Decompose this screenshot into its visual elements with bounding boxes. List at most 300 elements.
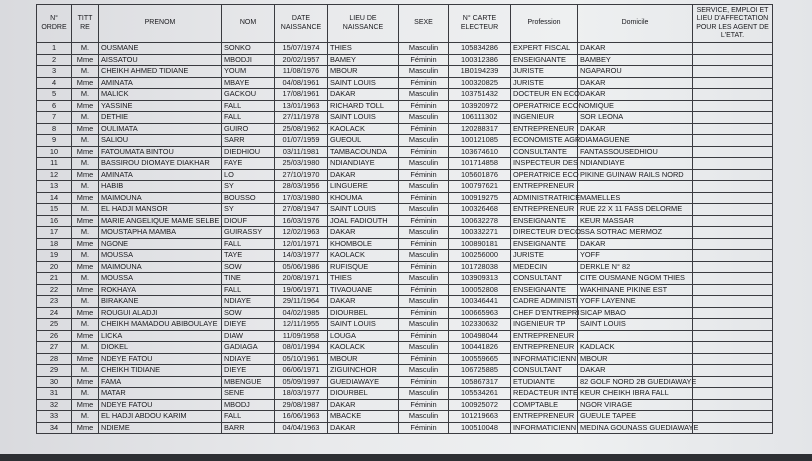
carte-electeur-cell: 103909313	[449, 273, 511, 285]
domicile-cell: NGAPAROU	[578, 66, 693, 78]
carte-electeur-cell: 100256000	[449, 250, 511, 262]
profession-cell: JURISTE	[511, 250, 578, 262]
table-row	[37, 330, 773, 342]
carte-electeur-cell: 101728038	[449, 261, 511, 273]
sexe-cell: Masculin	[399, 89, 449, 101]
carte-electeur-cell: 100441826	[449, 342, 511, 354]
date-naissance-cell: 08/01/1994	[275, 342, 328, 354]
date-naissance-cell: 29/08/1987	[275, 399, 328, 411]
carte-electeur-cell: 103674610	[449, 146, 511, 158]
service-cell	[693, 215, 773, 227]
candidate-list-table	[36, 4, 773, 434]
service-cell	[693, 112, 773, 124]
domicile-cell: BAMBEY	[578, 54, 693, 66]
table-row	[37, 261, 773, 273]
date-naissance-cell: 29/11/1964	[275, 296, 328, 308]
ordre-cell: 21	[37, 273, 72, 285]
profession-cell: MEDECIN	[511, 261, 578, 273]
ordre-cell: 16	[37, 215, 72, 227]
date-naissance-cell: 01/07/1959	[275, 135, 328, 147]
ordre-cell: 13	[37, 181, 72, 193]
lieu-naissance-cell: KAOLACK	[328, 250, 399, 262]
carte-electeur-cell: 100632278	[449, 215, 511, 227]
date-naissance-cell: 05/09/1997	[275, 376, 328, 388]
nom-cell: MBODJ	[222, 399, 275, 411]
domicile-cell: DERKLE N° 82	[578, 261, 693, 273]
sexe-cell: Féminin	[399, 238, 449, 250]
date-naissance-cell: 27/08/1947	[275, 204, 328, 216]
domicile-cell: RUE 22 X 11 FASS DELORME	[578, 204, 693, 216]
lieu-naissance-cell: SAINT LOUIS	[328, 77, 399, 89]
sexe-cell: Masculin	[399, 319, 449, 331]
domicile-cell	[578, 330, 693, 342]
ordre-cell: 11	[37, 158, 72, 170]
prenom-cell: NDEYE FATOU	[99, 353, 222, 365]
nom-cell: DIEYE	[222, 319, 275, 331]
carte-electeur-cell: 1B0194239	[449, 66, 511, 78]
titre-cell: Mme	[72, 330, 99, 342]
lieu-naissance-cell: BAMEY	[328, 54, 399, 66]
background-strip	[0, 454, 812, 461]
table-row	[37, 66, 773, 78]
lieu-naissance-cell: JOAL FADIOUTH	[328, 215, 399, 227]
profession-cell: OPERATRICE ECONOMIQUE	[511, 100, 578, 112]
titre-cell: M.	[72, 89, 99, 101]
ordre-cell: 6	[37, 100, 72, 112]
ordre-cell: 8	[37, 123, 72, 135]
prenom-cell: MARIE ANGELIQUE MAME SELBE	[99, 215, 222, 227]
titre-cell: M.	[72, 158, 99, 170]
profession-cell: INFORMATICIENN	[511, 353, 578, 365]
sexe-cell: Féminin	[399, 192, 449, 204]
domicile-cell: KEUR MASSAR	[578, 215, 693, 227]
carte-electeur-cell: 100925072	[449, 399, 511, 411]
sexe-cell: Féminin	[399, 399, 449, 411]
service-cell	[693, 192, 773, 204]
lieu-naissance-cell: RUFISQUE	[328, 261, 399, 273]
lieu-naissance-cell: DIOURBEL	[328, 307, 399, 319]
service-cell	[693, 146, 773, 158]
service-cell	[693, 100, 773, 112]
ordre-cell: 28	[37, 353, 72, 365]
table-row	[37, 284, 773, 296]
table-row	[37, 365, 773, 377]
sexe-cell: Féminin	[399, 215, 449, 227]
sexe-cell: Masculin	[399, 342, 449, 354]
table-row	[37, 123, 773, 135]
date-naissance-cell: 16/03/1976	[275, 215, 328, 227]
ordre-cell: 9	[37, 135, 72, 147]
service-cell	[693, 353, 773, 365]
carte-electeur-cell: 100326468	[449, 204, 511, 216]
lieu-naissance-cell: LOUGA	[328, 330, 399, 342]
service-cell	[693, 388, 773, 400]
ordre-cell: 20	[37, 261, 72, 273]
ordre-cell: 22	[37, 284, 72, 296]
carte-electeur-cell: 106725885	[449, 365, 511, 377]
date-naissance-cell: 27/10/1970	[275, 169, 328, 181]
header-date-naissance: DATE NAISSANCE	[275, 5, 328, 43]
lieu-naissance-cell: NDIANDIAYE	[328, 158, 399, 170]
date-naissance-cell: 17/03/1980	[275, 192, 328, 204]
prenom-cell: NDIEME	[99, 422, 222, 434]
nom-cell: SOW	[222, 307, 275, 319]
carte-electeur-cell: 105867317	[449, 376, 511, 388]
prenom-cell: OULIMATA	[99, 123, 222, 135]
prenom-cell: LICKA	[99, 330, 222, 342]
domicile-cell: SICAP MBAO	[578, 307, 693, 319]
prenom-cell: NDEYE FATOU	[99, 399, 222, 411]
date-naissance-cell: 05/10/1961	[275, 353, 328, 365]
titre-cell: M.	[72, 319, 99, 331]
profession-cell: JURISTE	[511, 77, 578, 89]
ordre-cell: 33	[37, 411, 72, 423]
profession-cell: INGENIEUR TP	[511, 319, 578, 331]
lieu-naissance-cell: GUEDIAWAYE	[328, 376, 399, 388]
prenom-cell: DIOKEL	[99, 342, 222, 354]
lieu-naissance-cell: KHOMBOLE	[328, 238, 399, 250]
ordre-cell: 12	[37, 169, 72, 181]
service-cell	[693, 284, 773, 296]
domicile-cell: WAKHINANE PIKINE EST	[578, 284, 693, 296]
domicile-cell: GUEULE TAPEE	[578, 411, 693, 423]
domicile-cell: KEUR CHEIKH IBRA FALL	[578, 388, 693, 400]
ordre-cell: 14	[37, 192, 72, 204]
domicile-cell: KADLACK	[578, 342, 693, 354]
domicile-cell: YOFF LAYENNE	[578, 296, 693, 308]
carte-electeur-cell: 100498044	[449, 330, 511, 342]
sexe-cell: Masculin	[399, 227, 449, 239]
table-row	[37, 204, 773, 216]
header-service: SERVICE, EMPLOI ET LIEU D'AFFECTATION POUR LES AGENT DE L'ETAT.	[693, 5, 773, 43]
ordre-cell: 7	[37, 112, 72, 124]
table-row	[37, 399, 773, 411]
table-row	[37, 146, 773, 158]
lieu-naissance-cell: SAINT LOUIS	[328, 204, 399, 216]
carte-electeur-cell: 100559665	[449, 353, 511, 365]
header-nom: NOM	[222, 5, 275, 43]
titre-cell: M.	[72, 43, 99, 55]
profession-cell: ENSEIGNANTE	[511, 54, 578, 66]
profession-cell: EXPERT FISCAL	[511, 43, 578, 55]
sexe-cell: Masculin	[399, 296, 449, 308]
profession-cell: ENTREPRENEUR	[511, 411, 578, 423]
domicile-cell: DIAMAGUENE	[578, 135, 693, 147]
service-cell	[693, 135, 773, 147]
sexe-cell: Féminin	[399, 100, 449, 112]
lieu-naissance-cell: DIOURBEL	[328, 388, 399, 400]
carte-electeur-cell: 100665963	[449, 307, 511, 319]
prenom-cell: MAIMOUNA	[99, 192, 222, 204]
date-naissance-cell: 12/01/1971	[275, 238, 328, 250]
sexe-cell: Féminin	[399, 330, 449, 342]
service-cell	[693, 169, 773, 181]
table-row	[37, 238, 773, 250]
nom-cell: DIEYE	[222, 365, 275, 377]
titre-cell: M.	[72, 112, 99, 124]
lieu-naissance-cell: KAOLACK	[328, 342, 399, 354]
domicile-cell: YOFF	[578, 250, 693, 262]
nom-cell: GADIAGA	[222, 342, 275, 354]
prenom-cell: FAMA	[99, 376, 222, 388]
profession-cell: ETUDIANTE	[511, 376, 578, 388]
titre-cell: M.	[72, 181, 99, 193]
titre-cell: Mme	[72, 307, 99, 319]
header-sexe: SEXE	[399, 5, 449, 43]
table-row	[37, 342, 773, 354]
lieu-naissance-cell: MBOUR	[328, 353, 399, 365]
titre-cell: Mme	[72, 123, 99, 135]
prenom-cell: OUSMANE	[99, 43, 222, 55]
service-cell	[693, 158, 773, 170]
date-naissance-cell: 20/08/1971	[275, 273, 328, 285]
service-cell	[693, 296, 773, 308]
service-cell	[693, 77, 773, 89]
carte-electeur-cell: 100890181	[449, 238, 511, 250]
sexe-cell: Masculin	[399, 112, 449, 124]
nom-cell: SY	[222, 204, 275, 216]
sexe-cell: Masculin	[399, 43, 449, 55]
profession-cell: ADMINISTRATRICE	[511, 192, 578, 204]
lieu-naissance-cell: SAINT LOUIS	[328, 112, 399, 124]
sexe-cell: Masculin	[399, 388, 449, 400]
lieu-naissance-cell: KAOLACK	[328, 123, 399, 135]
titre-cell: M.	[72, 204, 99, 216]
service-cell	[693, 66, 773, 78]
prenom-cell: CHEIKH MAMADOU ABIBOULAYE	[99, 319, 222, 331]
nom-cell: DIOUF	[222, 215, 275, 227]
date-naissance-cell: 06/06/1971	[275, 365, 328, 377]
titre-cell: Mme	[72, 284, 99, 296]
titre-cell: Mme	[72, 353, 99, 365]
profession-cell: JURISTE	[511, 66, 578, 78]
ordre-cell: 10	[37, 146, 72, 158]
carte-electeur-cell: 105534261	[449, 388, 511, 400]
profession-cell: CONSULTANT	[511, 365, 578, 377]
profession-cell: REDACTEUR INTE	[511, 388, 578, 400]
sexe-cell: Féminin	[399, 146, 449, 158]
prenom-cell: ROUGUI ALADJI	[99, 307, 222, 319]
titre-cell: Mme	[72, 422, 99, 434]
table-row	[37, 227, 773, 239]
header-titre: TITT RE	[72, 5, 99, 43]
prenom-cell: MATAR	[99, 388, 222, 400]
ordre-cell: 2	[37, 54, 72, 66]
date-naissance-cell: 11/08/1976	[275, 66, 328, 78]
profession-cell: INGENIEUR	[511, 112, 578, 124]
titre-cell: Mme	[72, 238, 99, 250]
prenom-cell: DETHIE	[99, 112, 222, 124]
service-cell	[693, 54, 773, 66]
date-naissance-cell: 11/09/1958	[275, 330, 328, 342]
profession-cell: DOCTEUR EN ECO	[511, 89, 578, 101]
nom-cell: FALL	[222, 112, 275, 124]
nom-cell: BARR	[222, 422, 275, 434]
ordre-cell: 19	[37, 250, 72, 262]
carte-electeur-cell: 105834286	[449, 43, 511, 55]
table-row	[37, 54, 773, 66]
carte-electeur-cell: 120288317	[449, 123, 511, 135]
table-row	[37, 273, 773, 285]
sexe-cell: Masculin	[399, 411, 449, 423]
profession-cell: CONSULTANTE	[511, 146, 578, 158]
sexe-cell: Féminin	[399, 422, 449, 434]
ordre-cell: 25	[37, 319, 72, 331]
sexe-cell: Féminin	[399, 307, 449, 319]
sexe-cell: Féminin	[399, 169, 449, 181]
lieu-naissance-cell: GUEOUL	[328, 135, 399, 147]
sexe-cell: Masculin	[399, 365, 449, 377]
nom-cell: YOUM	[222, 66, 275, 78]
prenom-cell: AMINATA	[99, 169, 222, 181]
lieu-naissance-cell: TIVAOUANE	[328, 284, 399, 296]
domicile-cell: DAKAR	[578, 238, 693, 250]
date-naissance-cell: 15/07/1974	[275, 43, 328, 55]
table-row	[37, 77, 773, 89]
profession-cell: ENTREPRENEUR	[511, 181, 578, 193]
nom-cell: MBODJI	[222, 54, 275, 66]
sexe-cell: Masculin	[399, 135, 449, 147]
service-cell	[693, 89, 773, 101]
titre-cell: M.	[72, 273, 99, 285]
titre-cell: Mme	[72, 215, 99, 227]
service-cell	[693, 123, 773, 135]
table-row	[37, 112, 773, 124]
lieu-naissance-cell: DAKAR	[328, 296, 399, 308]
date-naissance-cell: 17/08/1961	[275, 89, 328, 101]
table-row	[37, 158, 773, 170]
profession-cell: DIRECTEUR D'ECO	[511, 227, 578, 239]
ordre-cell: 24	[37, 307, 72, 319]
table-row	[37, 192, 773, 204]
lieu-naissance-cell: THIES	[328, 43, 399, 55]
prenom-cell: EL HADJI MANSOR	[99, 204, 222, 216]
prenom-cell: NGONE	[99, 238, 222, 250]
carte-electeur-cell: 100121085	[449, 135, 511, 147]
sexe-cell: Masculin	[399, 250, 449, 262]
titre-cell: Mme	[72, 100, 99, 112]
ordre-cell: 32	[37, 399, 72, 411]
table-row	[37, 296, 773, 308]
date-naissance-cell: 28/03/1956	[275, 181, 328, 193]
titre-cell: M.	[72, 342, 99, 354]
carte-electeur-cell: 100346441	[449, 296, 511, 308]
domicile-cell: DAKAR	[578, 77, 693, 89]
prenom-cell: AMINATA	[99, 77, 222, 89]
date-naissance-cell: 05/06/1986	[275, 261, 328, 273]
titre-cell: Mme	[72, 54, 99, 66]
lieu-naissance-cell: DAKAR	[328, 89, 399, 101]
carte-electeur-cell: 105601876	[449, 169, 511, 181]
titre-cell: Mme	[72, 192, 99, 204]
nom-cell: MBENGUE	[222, 376, 275, 388]
date-naissance-cell: 27/11/1978	[275, 112, 328, 124]
sexe-cell: Masculin	[399, 181, 449, 193]
titre-cell: M.	[72, 250, 99, 262]
profession-cell: INSPECTEUR DES	[511, 158, 578, 170]
date-naissance-cell: 25/03/1980	[275, 158, 328, 170]
profession-cell: INFORMATICIENN	[511, 422, 578, 434]
nom-cell: SY	[222, 181, 275, 193]
carte-electeur-cell: 101714858	[449, 158, 511, 170]
carte-electeur-cell: 100052808	[449, 284, 511, 296]
nom-cell: SENE	[222, 388, 275, 400]
nom-cell: SONKO	[222, 43, 275, 55]
ordre-cell: 18	[37, 238, 72, 250]
lieu-naissance-cell: ZIGUINCHOR	[328, 365, 399, 377]
domicile-cell: NDIANDIAYE	[578, 158, 693, 170]
header-ordre: N° ORDRE	[37, 5, 72, 43]
ordre-cell: 29	[37, 365, 72, 377]
service-cell	[693, 319, 773, 331]
lieu-naissance-cell: KHOUMA	[328, 192, 399, 204]
table-body	[37, 43, 773, 434]
nom-cell: GACKOU	[222, 89, 275, 101]
profession-cell: ENTREPRENEUR	[511, 342, 578, 354]
table-row	[37, 307, 773, 319]
ordre-cell: 23	[37, 296, 72, 308]
nom-cell: FALL	[222, 411, 275, 423]
date-naissance-cell: 20/02/1957	[275, 54, 328, 66]
domicile-cell: DAKAR	[578, 123, 693, 135]
table-row	[37, 411, 773, 423]
prenom-cell: MALICK	[99, 89, 222, 101]
sexe-cell: Masculin	[399, 273, 449, 285]
carte-electeur-cell: 100510048	[449, 422, 511, 434]
titre-cell: Mme	[72, 146, 99, 158]
sexe-cell: Féminin	[399, 284, 449, 296]
titre-cell: Mme	[72, 399, 99, 411]
header-domicile: Domicile	[578, 5, 693, 43]
lieu-naissance-cell: DAKAR	[328, 399, 399, 411]
nom-cell: MBAYE	[222, 77, 275, 89]
lieu-naissance-cell: RICHARD TOLL	[328, 100, 399, 112]
domicile-cell: FANTASSOUSEDHIOU	[578, 146, 693, 158]
table-row	[37, 422, 773, 434]
service-cell	[693, 43, 773, 55]
domicile-cell: CITE OUSMANE NGOM THIES	[578, 273, 693, 285]
nom-cell: LO	[222, 169, 275, 181]
lieu-naissance-cell: DAKAR	[328, 169, 399, 181]
service-cell	[693, 411, 773, 423]
domicile-cell: PIKINE GUINAW RAILS NORD	[578, 169, 693, 181]
date-naissance-cell: 04/02/1985	[275, 307, 328, 319]
nom-cell: DIAW	[222, 330, 275, 342]
domicile-cell: SAINT LOUIS	[578, 319, 693, 331]
sexe-cell: Masculin	[399, 66, 449, 78]
profession-cell: ENSEIGNANTE	[511, 215, 578, 227]
prenom-cell: BIRAKANE	[99, 296, 222, 308]
date-naissance-cell: 12/02/1963	[275, 227, 328, 239]
header-carte-electeur: N° CARTE ELECTEUR	[449, 5, 511, 43]
service-cell	[693, 227, 773, 239]
service-cell	[693, 365, 773, 377]
ordre-cell: 5	[37, 89, 72, 101]
nom-cell: NDIAYE	[222, 296, 275, 308]
nom-cell: FALL	[222, 238, 275, 250]
prenom-cell: HABIB	[99, 181, 222, 193]
carte-electeur-cell: 103920972	[449, 100, 511, 112]
profession-cell: COMPTABLE	[511, 399, 578, 411]
table-row	[37, 181, 773, 193]
nom-cell: FALL	[222, 284, 275, 296]
carte-electeur-cell: 100312386	[449, 54, 511, 66]
table-row	[37, 250, 773, 262]
lieu-naissance-cell: DAKAR	[328, 422, 399, 434]
prenom-cell: MAIMOUNA	[99, 261, 222, 273]
carte-electeur-cell: 102330632	[449, 319, 511, 331]
table-row	[37, 43, 773, 55]
